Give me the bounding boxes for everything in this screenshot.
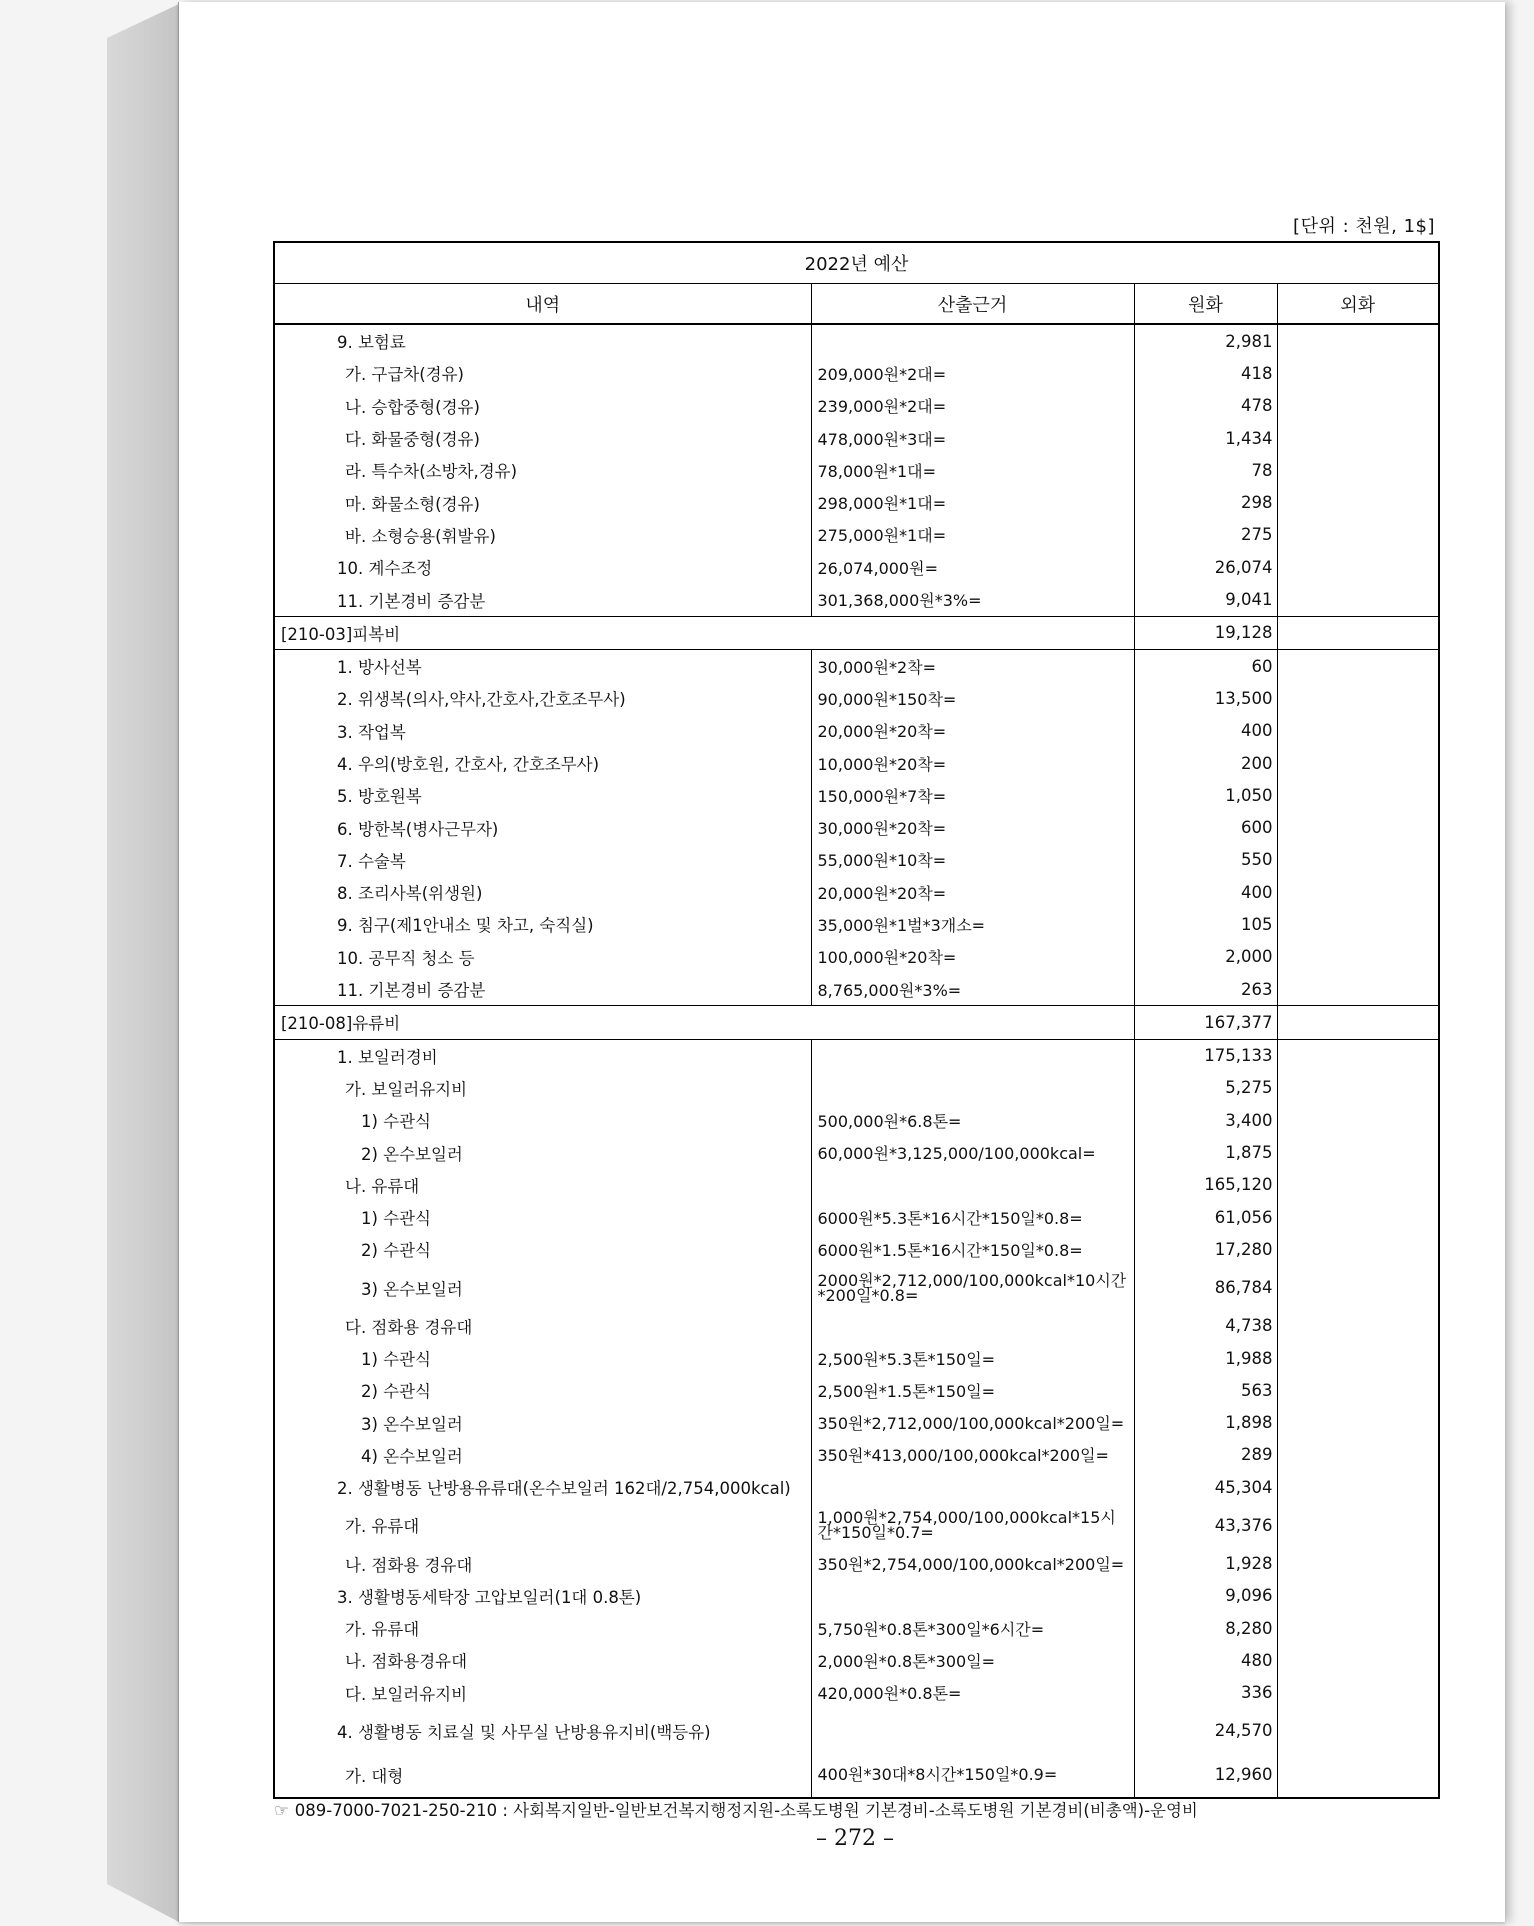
item-cell: 1) 수관식 <box>274 1104 811 1136</box>
foreign-amount-cell <box>1277 941 1439 973</box>
unit-note: [단위 : 천원, 1$] <box>1293 216 1435 237</box>
basis-cell: 500,000원*6.8톤= <box>811 1104 1134 1136</box>
foreign-amount-cell <box>1277 1547 1439 1579</box>
foreign-amount-cell <box>1277 1439 1439 1471</box>
basis-cell: 30,000원*2착= <box>811 649 1134 682</box>
foreign-amount-cell <box>1277 1104 1439 1136</box>
foreign-amount-cell <box>1277 1310 1439 1342</box>
basis-cell: 90,000원*150착= <box>811 682 1134 714</box>
krw-amount-cell: 336 <box>1134 1677 1277 1709</box>
foreign-amount-cell <box>1277 1201 1439 1233</box>
item-cell: 다. 화물중형(경유) <box>274 422 811 454</box>
basis-cell: 301,368,000원*3%= <box>811 583 1134 616</box>
basis-cell: 350원*2,754,000/100,000kcal*200일= <box>811 1547 1134 1579</box>
foreign-amount-cell <box>1277 1233 1439 1265</box>
column-header-basis: 산출근거 <box>811 284 1134 325</box>
krw-amount-cell: 26,074 <box>1134 551 1277 583</box>
basis-cell: 150,000원*7착= <box>811 779 1134 811</box>
table-row <box>274 844 1439 876</box>
krw-amount-cell: 78 <box>1134 454 1277 486</box>
foreign-amount-cell <box>1277 324 1439 357</box>
item-cell: 나. 유류대 <box>274 1169 811 1201</box>
item-cell: 나. 점화용 경유대 <box>274 1547 811 1579</box>
table-row <box>274 357 1439 389</box>
basis-cell: 209,000원*2대= <box>811 357 1134 389</box>
table-row <box>274 1612 1439 1644</box>
krw-amount-cell: 200 <box>1134 747 1277 779</box>
krw-amount-cell: 5,275 <box>1134 1072 1277 1104</box>
basis-cell: 478,000원*3대= <box>811 422 1134 454</box>
item-cell: 8. 조리사복(위생원) <box>274 876 811 908</box>
item-cell: 4. 우의(방호원, 간호사, 간호조무사) <box>274 747 811 779</box>
krw-amount-cell: 105 <box>1134 908 1277 940</box>
krw-amount-cell: 1,898 <box>1134 1407 1277 1439</box>
basis-cell: 2000원*2,712,000/100,000kcal*10시간*200일*0.8= <box>811 1266 1134 1310</box>
basis-cell: 5,750원*0.8톤*300일*6시간= <box>811 1612 1134 1644</box>
item-cell: 1) 수관식 <box>274 1342 811 1374</box>
item-cell: 2) 수관식 <box>274 1374 811 1406</box>
basis-cell <box>811 1580 1134 1612</box>
basis-cell: 100,000원*20착= <box>811 941 1134 973</box>
table-row <box>274 1039 1439 1072</box>
foreign-amount-cell <box>1277 1407 1439 1439</box>
krw-amount-cell: 1,988 <box>1134 1342 1277 1374</box>
foreign-amount-cell <box>1277 1471 1439 1503</box>
basis-cell: 298,000원*1대= <box>811 486 1134 518</box>
basis-cell: 2,000원*0.8톤*300일= <box>811 1644 1134 1676</box>
basis-cell: 350원*2,712,000/100,000kcal*200일= <box>811 1407 1134 1439</box>
item-cell: 3. 작업복 <box>274 715 811 747</box>
section-row <box>274 616 1439 649</box>
table-row <box>274 908 1439 940</box>
table-row <box>274 1169 1439 1201</box>
krw-amount-cell: 61,056 <box>1134 1201 1277 1233</box>
basis-cell: 30,000원*20착= <box>811 811 1134 843</box>
foreign-amount-cell <box>1277 1039 1439 1072</box>
krw-amount-cell: 289 <box>1134 1439 1277 1471</box>
basis-cell: 350원*413,000/100,000kcal*200일= <box>811 1439 1134 1471</box>
basis-cell: 2,500원*1.5톤*150일= <box>811 1374 1134 1406</box>
basis-cell: 6000원*5.3톤*16시간*150일*0.8= <box>811 1201 1134 1233</box>
item-cell: 1. 보일러경비 <box>274 1039 811 1072</box>
basis-cell: 2,500원*5.3톤*150일= <box>811 1342 1134 1374</box>
krw-amount-cell: 19,128 <box>1134 616 1277 649</box>
krw-amount-cell: 400 <box>1134 715 1277 747</box>
table-row <box>274 1503 1439 1547</box>
foreign-amount-cell <box>1277 1709 1439 1753</box>
section-title: [210-08]유류비 <box>274 1006 1134 1039</box>
table-row <box>274 1266 1439 1310</box>
basis-cell: 60,000원*3,125,000/100,000kcal= <box>811 1136 1134 1168</box>
item-cell: 5. 방호원복 <box>274 779 811 811</box>
table-row <box>274 941 1439 973</box>
table-row <box>274 519 1439 551</box>
item-cell: 라. 특수차(소방차,경유) <box>274 454 811 486</box>
basis-cell <box>811 324 1134 357</box>
krw-amount-cell: 600 <box>1134 811 1277 843</box>
item-cell: 다. 점화용 경유대 <box>274 1310 811 1342</box>
krw-amount-cell: 263 <box>1134 973 1277 1006</box>
foreign-amount-cell <box>1277 1503 1439 1547</box>
column-header-foreign: 외화 <box>1277 284 1439 325</box>
basis-cell <box>811 1310 1134 1342</box>
foreign-amount-cell <box>1277 1677 1439 1709</box>
table-row <box>274 1104 1439 1136</box>
foreign-amount-cell <box>1277 1072 1439 1104</box>
table-row <box>274 390 1439 422</box>
foreign-amount-cell <box>1277 583 1439 616</box>
table-row <box>274 1547 1439 1579</box>
budget-table <box>273 241 1440 1799</box>
table-row <box>274 1471 1439 1503</box>
table-row <box>274 715 1439 747</box>
basis-cell: 8,765,000원*3%= <box>811 973 1134 1006</box>
basis-cell: 35,000원*1벌*3개소= <box>811 908 1134 940</box>
foreign-amount-cell <box>1277 1612 1439 1644</box>
item-cell: 9. 침구(제1안내소 및 차고, 숙직실) <box>274 908 811 940</box>
item-cell: 나. 승합중형(경유) <box>274 390 811 422</box>
foreign-amount-cell <box>1277 1006 1439 1039</box>
basis-cell <box>811 1169 1134 1201</box>
basis-cell <box>811 1471 1134 1503</box>
item-cell: 다. 보일러유지비 <box>274 1677 811 1709</box>
table-row <box>274 1136 1439 1168</box>
foreign-amount-cell <box>1277 876 1439 908</box>
basis-cell <box>811 1039 1134 1072</box>
item-cell: 가. 유류대 <box>274 1612 811 1644</box>
table-row <box>274 1072 1439 1104</box>
krw-amount-cell: 550 <box>1134 844 1277 876</box>
table-row <box>274 747 1439 779</box>
krw-amount-cell: 4,738 <box>1134 1310 1277 1342</box>
item-cell: 가. 유류대 <box>274 1503 811 1547</box>
basis-cell: 420,000원*0.8톤= <box>811 1677 1134 1709</box>
basis-cell <box>811 1709 1134 1753</box>
foreign-amount-cell <box>1277 1266 1439 1310</box>
book-spine <box>107 4 179 1922</box>
foreign-amount-cell <box>1277 715 1439 747</box>
item-cell: 4) 온수보일러 <box>274 1439 811 1471</box>
krw-amount-cell: 9,096 <box>1134 1580 1277 1612</box>
basis-cell: 55,000원*10착= <box>811 844 1134 876</box>
krw-amount-cell: 8,280 <box>1134 1612 1277 1644</box>
item-cell: 1) 수관식 <box>274 1201 811 1233</box>
basis-cell: 1,000원*2,754,000/100,000kcal*15시간*150일*0.7= <box>811 1503 1134 1547</box>
item-cell: 3. 생활병동세탁장 고압보일러(1대 0.8톤) <box>274 1580 811 1612</box>
basis-cell <box>811 1072 1134 1104</box>
item-cell: 가. 구급차(경유) <box>274 357 811 389</box>
krw-amount-cell: 13,500 <box>1134 682 1277 714</box>
krw-amount-cell: 1,875 <box>1134 1136 1277 1168</box>
foreign-amount-cell <box>1277 682 1439 714</box>
table-row <box>274 1644 1439 1676</box>
krw-amount-cell: 43,376 <box>1134 1503 1277 1547</box>
footnote <box>274 1797 1198 1821</box>
foreign-amount-cell <box>1277 519 1439 551</box>
item-cell: 11. 기본경비 증감분 <box>274 583 811 616</box>
foreign-amount-cell <box>1277 649 1439 682</box>
krw-amount-cell: 275 <box>1134 519 1277 551</box>
foreign-amount-cell <box>1277 779 1439 811</box>
table-row <box>274 876 1439 908</box>
table-row <box>274 1407 1439 1439</box>
foreign-amount-cell <box>1277 486 1439 518</box>
item-cell: 바. 소형승용(휘발유) <box>274 519 811 551</box>
table-row <box>274 1342 1439 1374</box>
column-header-krw: 원화 <box>1134 284 1277 325</box>
item-cell: 4. 생활병동 치료실 및 사무실 난방용유지비(백등유) <box>274 1709 811 1753</box>
krw-amount-cell: 1,434 <box>1134 422 1277 454</box>
basis-cell: 6000원*1.5톤*16시간*150일*0.8= <box>811 1233 1134 1265</box>
foreign-amount-cell <box>1277 908 1439 940</box>
krw-amount-cell: 478 <box>1134 390 1277 422</box>
krw-amount-cell: 12,960 <box>1134 1753 1277 1798</box>
foreign-amount-cell <box>1277 747 1439 779</box>
item-cell: 3) 온수보일러 <box>274 1407 811 1439</box>
item-cell: 9. 보험료 <box>274 324 811 357</box>
krw-amount-cell: 400 <box>1134 876 1277 908</box>
basis-cell: 20,000원*20착= <box>811 876 1134 908</box>
table-row <box>274 1753 1439 1798</box>
foreign-amount-cell <box>1277 1644 1439 1676</box>
foreign-amount-cell <box>1277 357 1439 389</box>
table-row <box>274 583 1439 616</box>
krw-amount-cell: 17,280 <box>1134 1233 1277 1265</box>
table-row <box>274 1233 1439 1265</box>
table-row <box>274 324 1439 357</box>
krw-amount-cell: 165,120 <box>1134 1169 1277 1201</box>
item-cell: 2) 수관식 <box>274 1233 811 1265</box>
krw-amount-cell: 175,133 <box>1134 1039 1277 1072</box>
foreign-amount-cell <box>1277 390 1439 422</box>
krw-amount-cell: 3,400 <box>1134 1104 1277 1136</box>
item-cell: 10. 공무직 청소 등 <box>274 941 811 973</box>
item-cell: 6. 방한복(병사근무자) <box>274 811 811 843</box>
krw-amount-cell: 24,570 <box>1134 1709 1277 1753</box>
foreign-amount-cell <box>1277 844 1439 876</box>
krw-amount-cell: 480 <box>1134 1644 1277 1676</box>
section-title: [210-03]피복비 <box>274 616 1134 649</box>
budget-table-body <box>274 324 1439 1798</box>
foreign-amount-cell <box>1277 454 1439 486</box>
krw-amount-cell: 167,377 <box>1134 1006 1277 1039</box>
foreign-amount-cell <box>1277 422 1439 454</box>
basis-cell: 239,000원*2대= <box>811 390 1134 422</box>
foreign-amount-cell <box>1277 1753 1439 1798</box>
basis-cell: 400원*30대*8시간*150일*0.9= <box>811 1753 1134 1798</box>
foreign-amount-cell <box>1277 616 1439 649</box>
column-header-item: 내역 <box>274 284 811 325</box>
table-row <box>274 1439 1439 1471</box>
item-cell: 2. 생활병동 난방용유류대(온수보일러 162대/2,754,000kcal) <box>274 1471 811 1503</box>
table-row <box>274 973 1439 1006</box>
table-row <box>274 551 1439 583</box>
table-row <box>274 1709 1439 1753</box>
basis-cell: 10,000원*20착= <box>811 747 1134 779</box>
foreign-amount-cell <box>1277 811 1439 843</box>
table-row <box>274 682 1439 714</box>
foreign-amount-cell <box>1277 1342 1439 1374</box>
pointing-hand-icon: ☞ <box>274 1801 289 1820</box>
table-row <box>274 1310 1439 1342</box>
section-row <box>274 1006 1439 1039</box>
foreign-amount-cell <box>1277 1374 1439 1406</box>
krw-amount-cell: 1,928 <box>1134 1547 1277 1579</box>
table-row <box>274 779 1439 811</box>
item-cell: 3) 온수보일러 <box>274 1266 811 1310</box>
table-row <box>274 454 1439 486</box>
krw-amount-cell: 60 <box>1134 649 1277 682</box>
foreign-amount-cell <box>1277 551 1439 583</box>
krw-amount-cell: 418 <box>1134 357 1277 389</box>
item-cell: 가. 보일러유지비 <box>274 1072 811 1104</box>
table-row <box>274 1677 1439 1709</box>
basis-cell: 78,000원*1대= <box>811 454 1134 486</box>
krw-amount-cell: 563 <box>1134 1374 1277 1406</box>
item-cell: 나. 점화용경유대 <box>274 1644 811 1676</box>
page-number: – 272 – <box>816 1826 894 1851</box>
krw-amount-cell: 298 <box>1134 486 1277 518</box>
item-cell: 1. 방사선복 <box>274 649 811 682</box>
table-row <box>274 422 1439 454</box>
krw-amount-cell: 1,050 <box>1134 779 1277 811</box>
footnote-text: 089-7000-7021-250-210 : 사회복지일반-일반보건복지행정지원-소록도병원 기본경비-소록도병원 기본경비(비총액)-운영비 <box>294 1801 1198 1820</box>
foreign-amount-cell <box>1277 1580 1439 1612</box>
year-header: 2022년 예산 <box>274 242 1439 284</box>
item-cell: 2. 위생복(의사,약사,간호사,간호조무사) <box>274 682 811 714</box>
basis-cell: 26,074,000원= <box>811 551 1134 583</box>
item-cell: 10. 계수조정 <box>274 551 811 583</box>
table-row <box>274 649 1439 682</box>
item-cell: 2) 온수보일러 <box>274 1136 811 1168</box>
krw-amount-cell: 2,981 <box>1134 324 1277 357</box>
item-cell: 가. 대형 <box>274 1753 811 1798</box>
basis-cell: 275,000원*1대= <box>811 519 1134 551</box>
table-row <box>274 811 1439 843</box>
foreign-amount-cell <box>1277 1136 1439 1168</box>
krw-amount-cell: 2,000 <box>1134 941 1277 973</box>
item-cell: 7. 수술복 <box>274 844 811 876</box>
foreign-amount-cell <box>1277 973 1439 1006</box>
item-cell: 마. 화물소형(경유) <box>274 486 811 518</box>
table-row <box>274 1201 1439 1233</box>
krw-amount-cell: 86,784 <box>1134 1266 1277 1310</box>
foreign-amount-cell <box>1277 1169 1439 1201</box>
krw-amount-cell: 45,304 <box>1134 1471 1277 1503</box>
table-row <box>274 486 1439 518</box>
krw-amount-cell: 9,041 <box>1134 583 1277 616</box>
basis-cell: 20,000원*20착= <box>811 715 1134 747</box>
item-cell: 11. 기본경비 증감분 <box>274 973 811 1006</box>
table-row <box>274 1580 1439 1612</box>
table-row <box>274 1374 1439 1406</box>
